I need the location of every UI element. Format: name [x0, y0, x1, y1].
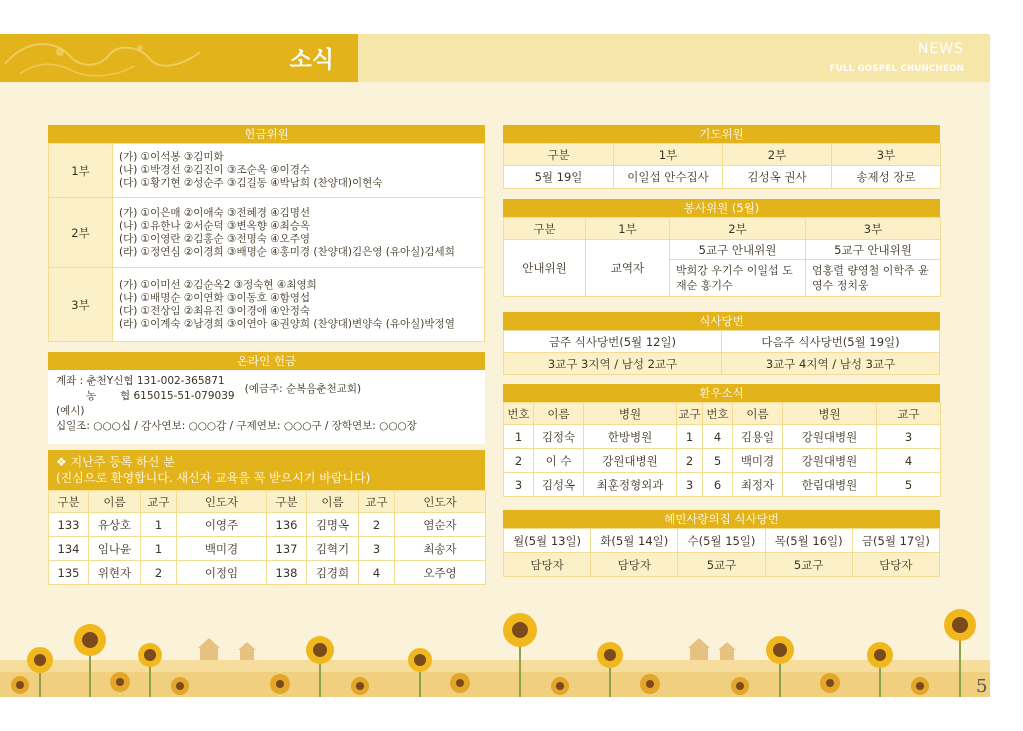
col-header: 병원: [584, 403, 677, 425]
offering-line: (다) ①전상임 ②최유진 ③이경애 ④안정숙: [119, 304, 311, 317]
offering-line: (가) ①이은매 ②이애숙 ③전혜경 ④김명선: [119, 206, 311, 219]
col-header: 수(5월 15일): [678, 529, 765, 553]
page-title: 소식: [289, 47, 334, 73]
prayer-section: [503, 125, 940, 189]
cell: 임나윤: [89, 537, 141, 561]
hyemin-header-row: [504, 529, 940, 553]
col-header: 3부: [806, 218, 941, 240]
cell: 3: [504, 473, 534, 497]
cell: 김성옥: [534, 473, 584, 497]
cell: 최훈정형외과: [584, 473, 677, 497]
cell: 134: [49, 537, 89, 561]
cell: 오주영: [395, 561, 486, 585]
registration-title: ❖ 지난주 등록 하신 분: [56, 455, 175, 469]
col-header: 번호: [703, 403, 733, 425]
account-2: [56, 389, 235, 404]
offering-row: [49, 144, 485, 198]
offering-row: [49, 268, 485, 342]
offering-list: [113, 268, 485, 342]
cell: 송제성 장로: [832, 166, 941, 189]
sunflower-field-icon: [0, 600, 990, 697]
offering-line: (가) ①이미선 ②김순옥2 ③정숙현 ④최영희: [119, 278, 317, 291]
cell: 한방병원: [584, 425, 677, 449]
patients-section: [503, 384, 940, 497]
col-header: 1부: [586, 218, 670, 240]
meal-title: 식사당번: [503, 312, 940, 330]
col-header: 이름: [534, 403, 584, 425]
cell: 최송자: [395, 537, 486, 561]
page-number: 5: [976, 676, 988, 697]
col-header: 구분: [504, 218, 586, 240]
prayer-title: 기도위원: [503, 125, 940, 143]
meal-header-row: [504, 331, 940, 353]
cell: 이일섭 안수집사: [614, 166, 723, 189]
col-header: 구분: [49, 491, 89, 513]
offering-line: (나) ①유한나 ②서순덕 ③변옥향 ④최승옥: [119, 219, 311, 232]
cell: 5교구: [678, 553, 765, 577]
online-offering-body: [48, 370, 485, 438]
patients-header-row: [504, 403, 941, 425]
cell: 이정임: [177, 561, 267, 585]
col-header: 월(5월 13일): [504, 529, 591, 553]
cell: 김용일: [733, 425, 783, 449]
col-header: 구분: [267, 491, 307, 513]
col-header: 병원: [783, 403, 877, 425]
ornament-swirl-icon: [0, 34, 240, 82]
table-row: [504, 473, 941, 497]
table-row: [504, 449, 941, 473]
cell: 이 수: [534, 449, 584, 473]
cell: 5: [703, 449, 733, 473]
col-header: 번호: [504, 403, 534, 425]
col-header: 1부: [614, 144, 723, 166]
service-part2-title: 5교구 안내위원: [670, 240, 806, 260]
cell: 담당자: [504, 553, 591, 577]
col-header: 다음주 식사당번(5월 19일): [722, 331, 940, 353]
church-name: FULL GOSPEL CHUNCHEON: [829, 64, 964, 74]
offering-line: (라) ①정연심 ②이경희 ③배명순 ④홍미경 (찬양대)김은영 (유아실)김세희: [119, 245, 455, 258]
service-title: 봉사위원 (5월): [503, 199, 940, 217]
offering-line: (다) ①황기현 ②성순주 ③김길동 ④박남희 (찬양대)이현숙: [119, 177, 383, 189]
cell: 유상호: [89, 513, 141, 537]
depositor: (예금주: 순복음춘천교회): [244, 382, 362, 395]
cell: 백미경: [733, 449, 783, 473]
offering-table: [48, 143, 485, 342]
cell: 김경희: [307, 561, 359, 585]
registration-table: [48, 490, 486, 585]
online-offering-section: [48, 352, 485, 444]
account-1: 계좌 : 춘천Y신협 131-002-365871: [56, 375, 225, 387]
cell: 김명옥: [307, 513, 359, 537]
cell: 1: [504, 425, 534, 449]
col-header: 2부: [670, 218, 806, 240]
cell: 4: [703, 425, 733, 449]
cell: 담당자: [591, 553, 678, 577]
table-row: [504, 166, 941, 189]
cell: 2: [141, 561, 177, 585]
registration-header-row: [49, 491, 486, 513]
cell: 염순자: [395, 513, 486, 537]
col-header: 목(5월 16일): [765, 529, 852, 553]
service-section: [503, 199, 940, 297]
offering-line: (라) ①이계숙 ②남경희 ③이연아 ④권양희 (찬양대)변양숙 (유아실)박정열: [119, 317, 455, 330]
col-header: 구분: [504, 144, 614, 166]
cell: 김성옥 권사: [723, 166, 832, 189]
cell: 김혁기: [307, 537, 359, 561]
prayer-table: [503, 143, 941, 189]
col-header: 금(5월 17일): [852, 529, 939, 553]
example-text: 십일조: ○○○십 / 감사연보: ○○○감 / 구제연보: ○○○구 / 장학연보: ○○○장: [56, 420, 417, 432]
offering-line: (가) ①이석봉 ③김미화: [119, 151, 224, 163]
col-header: 인도자: [177, 491, 267, 513]
patients-table: [503, 402, 941, 497]
service-header-row: [504, 218, 941, 240]
cell: 3교구 4지역 / 남성 3교구: [722, 353, 940, 375]
registration-header: [48, 450, 485, 490]
cell: 4: [877, 449, 941, 473]
account-2-number: 협 615015-51-079039: [120, 390, 235, 402]
service-part2-names: 박희강 우기수 이일섭 도재순 홍기수: [670, 260, 806, 297]
table-row: [49, 513, 486, 537]
col-header: 교구: [677, 403, 703, 425]
cell: 137: [267, 537, 307, 561]
cell: 1: [677, 425, 703, 449]
hyemin-table: [503, 528, 940, 577]
cell: 1: [141, 513, 177, 537]
table-row: [504, 240, 941, 260]
example-label: (예시): [56, 405, 85, 417]
offering-list: [113, 144, 485, 198]
account-2-label: 농: [86, 390, 97, 402]
col-header: 화(5월 14일): [591, 529, 678, 553]
service-table: [503, 217, 941, 297]
service-part3-names: 엄홍렬 량영철 이학주 윤영수 정치웅: [806, 260, 941, 297]
cell: 135: [49, 561, 89, 585]
col-header: 교구: [141, 491, 177, 513]
col-header: 이름: [307, 491, 359, 513]
cell: 3: [677, 473, 703, 497]
cell: 김정숙: [534, 425, 584, 449]
offering-line: (나) ①배명순 ②이연화 ③이동호 ④함영섭: [119, 291, 311, 304]
cell: 4: [359, 561, 395, 585]
cell: 5교구: [765, 553, 852, 577]
offering-title: 헌금위원: [48, 125, 485, 143]
offering-list: [113, 198, 485, 268]
hyemin-section: [503, 510, 940, 577]
offering-line: (다) ①이영란 ②김홍순 ③전명숙 ④오주영: [119, 232, 311, 245]
news-label: NEWS: [917, 41, 964, 57]
prayer-header-row: [504, 144, 941, 166]
meal-table: [503, 330, 940, 375]
cell: 3: [877, 425, 941, 449]
cell: 백미경: [177, 537, 267, 561]
offering-line: (나) ①박경선 ②김진이 ③조순옥 ④이경수: [119, 164, 311, 176]
header-title-band: [0, 34, 358, 82]
cell: 136: [267, 513, 307, 537]
online-offering-title: 온라인 헌금: [48, 352, 485, 370]
patients-title: 환우소식: [503, 384, 940, 402]
cell: 1: [141, 537, 177, 561]
offering-part: 1부: [49, 144, 113, 198]
service-part3-title: 5교구 안내위원: [806, 240, 941, 260]
table-row: [504, 553, 940, 577]
cell: 강원대병원: [584, 449, 677, 473]
col-header: 금주 식사당번(5월 12일): [504, 331, 722, 353]
table-row: [49, 561, 486, 585]
col-header: 교구: [877, 403, 941, 425]
col-header: 교구: [359, 491, 395, 513]
cell: 위현자: [89, 561, 141, 585]
hyemin-title: 혜민사랑의집 식사당번: [503, 510, 940, 528]
offering-part: 2부: [49, 198, 113, 268]
cell: 133: [49, 513, 89, 537]
cell: 한림대병원: [783, 473, 877, 497]
cell: 이영주: [177, 513, 267, 537]
table-row: [504, 425, 941, 449]
cell: 3교구 3지역 / 남성 2교구: [504, 353, 722, 375]
offering-row: [49, 198, 485, 268]
cell: 강원대병원: [783, 449, 877, 473]
offering-part: 3부: [49, 268, 113, 342]
cell: 2: [677, 449, 703, 473]
offering-section: [48, 125, 485, 342]
cell: 5월 19일: [504, 166, 614, 189]
meal-section: [503, 312, 940, 375]
table-row: [49, 537, 486, 561]
service-role: 안내위원: [504, 240, 586, 297]
col-header: 이름: [733, 403, 783, 425]
registration-subtitle: (진심으로 환영합니다. 새신자 교육을 꼭 받으시기 바랍니다): [56, 471, 371, 485]
col-header: 인도자: [395, 491, 486, 513]
cell: 강원대병원: [783, 425, 877, 449]
cell: 6: [703, 473, 733, 497]
cell: 3: [359, 537, 395, 561]
col-header: 2부: [723, 144, 832, 166]
cell: 5: [877, 473, 941, 497]
cell: 138: [267, 561, 307, 585]
cell: 최정자: [733, 473, 783, 497]
cell: 2: [504, 449, 534, 473]
cell: 담당자: [852, 553, 939, 577]
table-row: [504, 353, 940, 375]
col-header: 이름: [89, 491, 141, 513]
col-header: 3부: [832, 144, 941, 166]
cell: 2: [359, 513, 395, 537]
header-news-band: [358, 34, 990, 82]
registration-section: [48, 450, 485, 585]
service-part1: 교역자: [586, 240, 670, 297]
